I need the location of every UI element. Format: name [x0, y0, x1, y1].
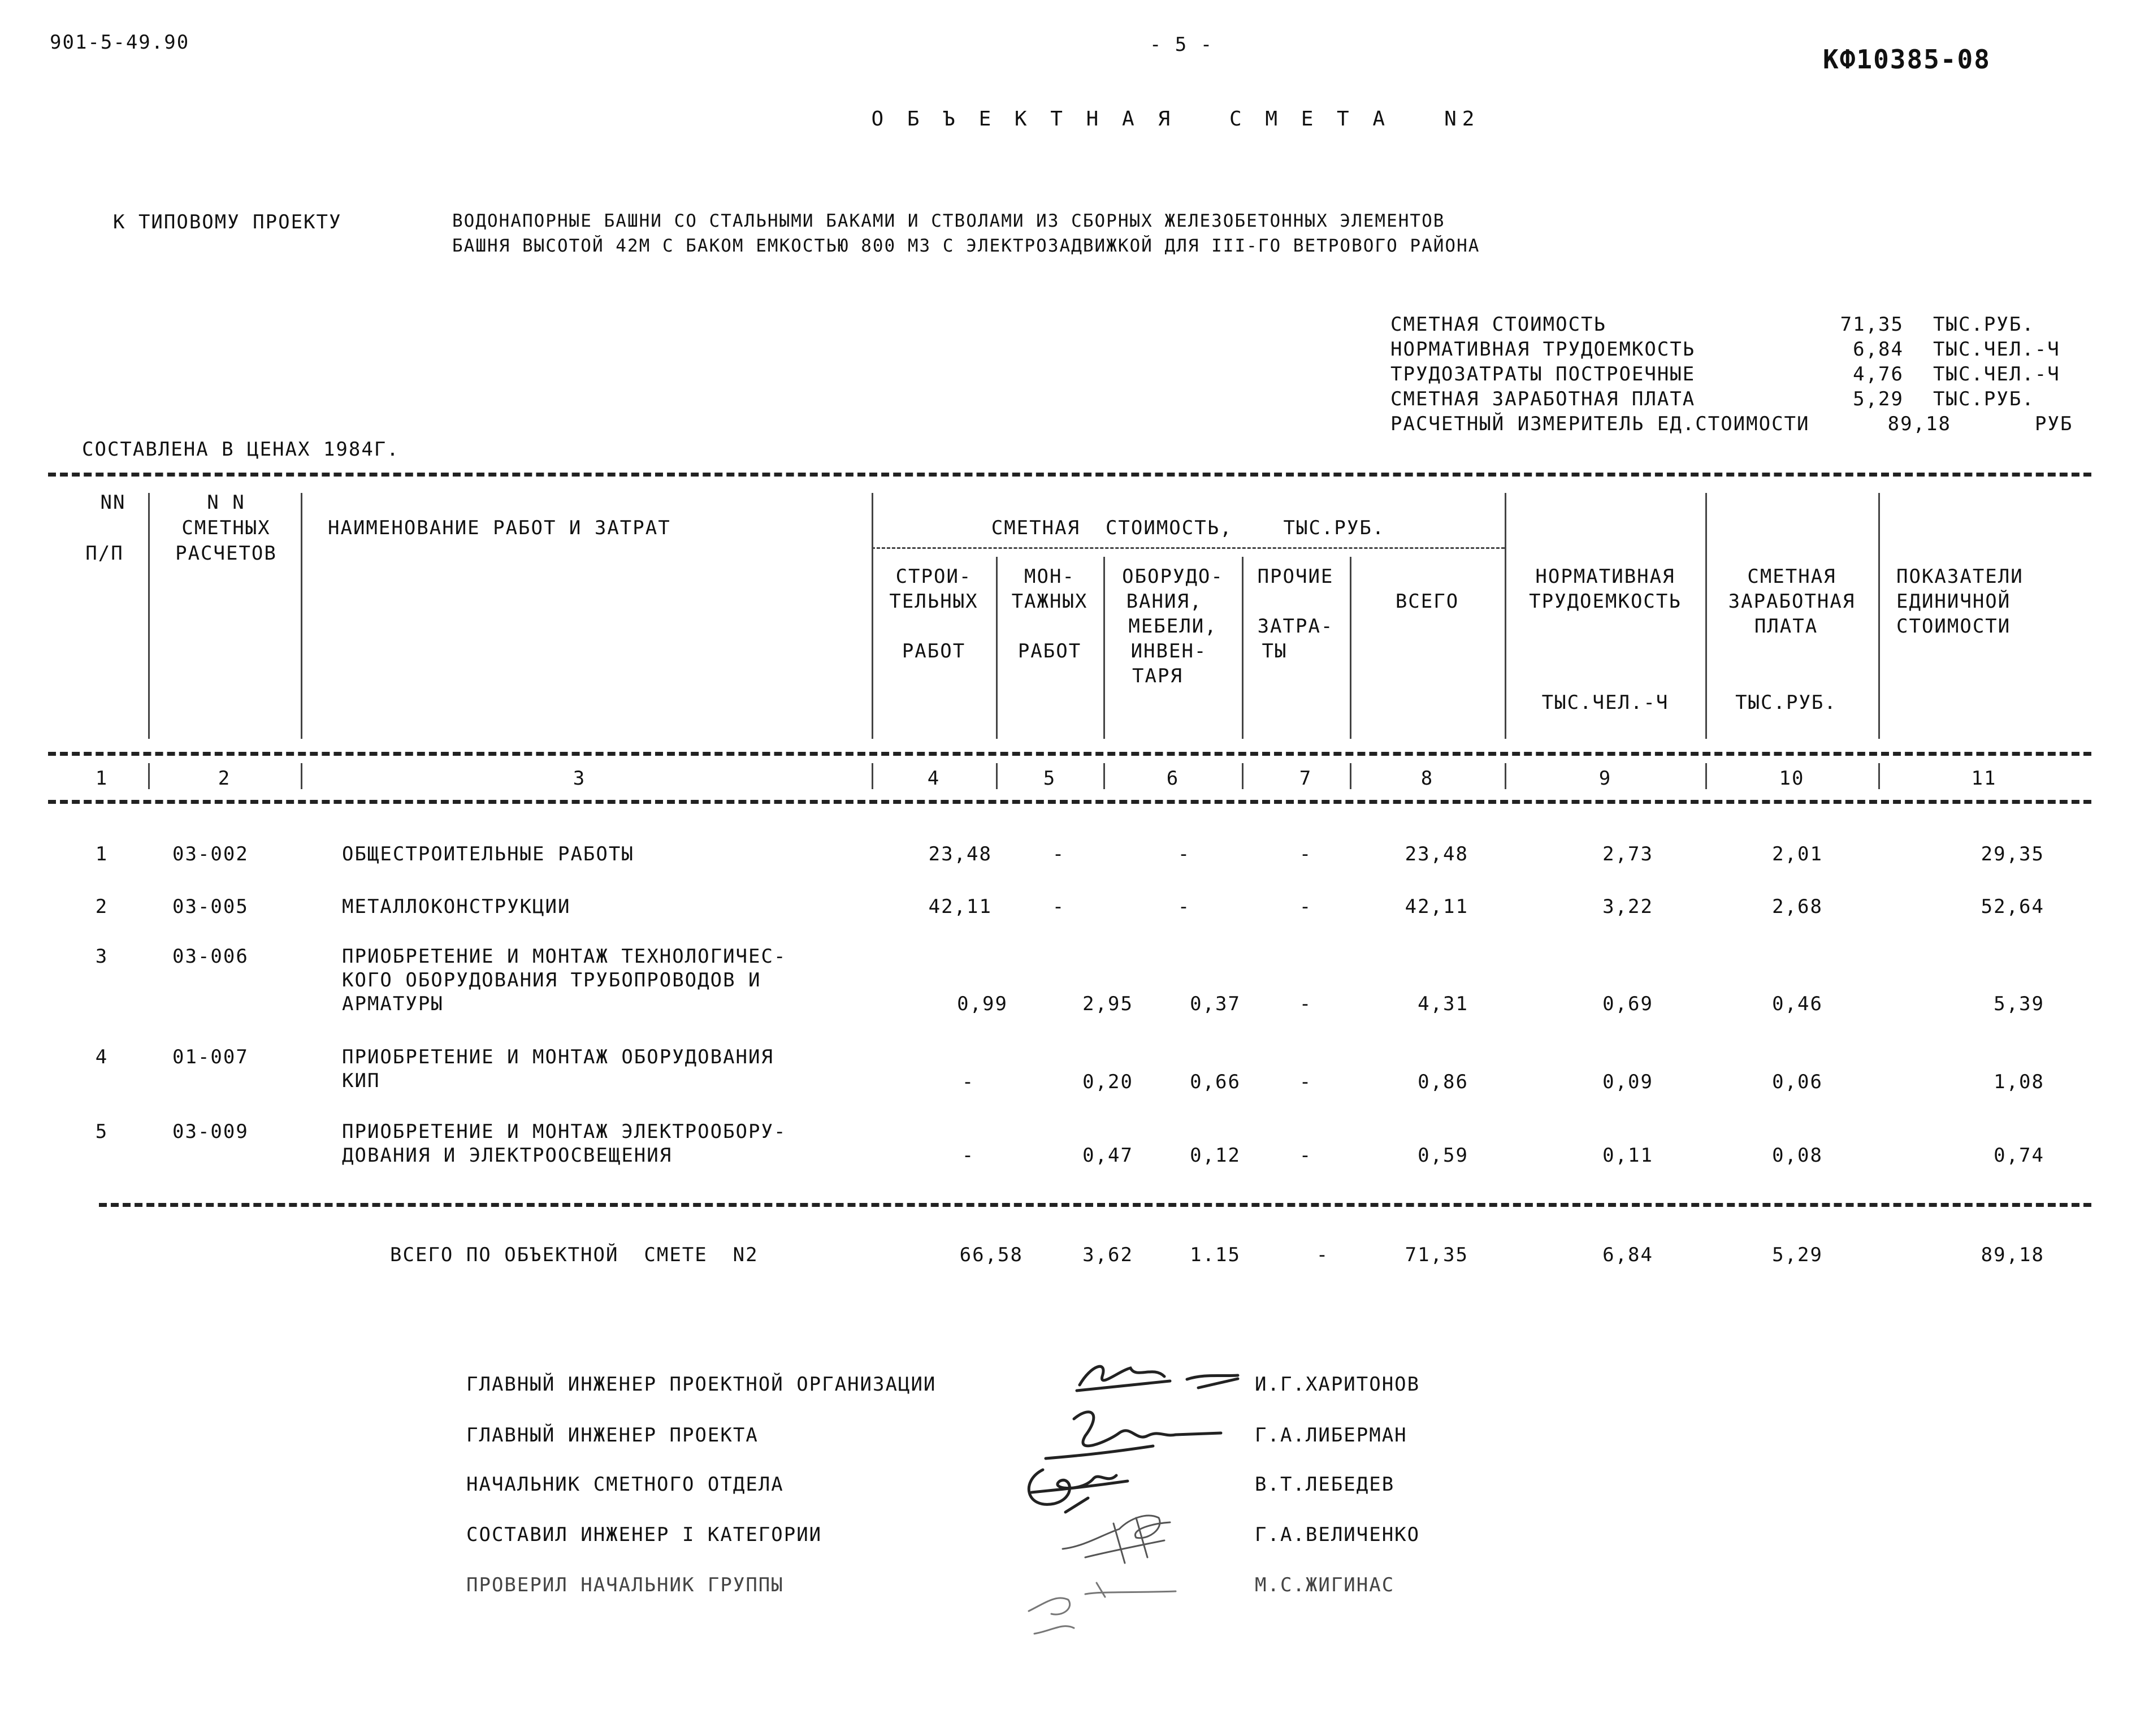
header-col-5: МОН-: [1024, 565, 1075, 588]
row-name: ПРИОБРЕТЕНИЕ И МОНТАЖ ЭЛЕКТРООБОРУ-: [342, 1120, 787, 1143]
column-number-rule: [48, 800, 2091, 804]
doc-code-right: КФ10385-08: [1823, 44, 1991, 75]
cell-col-5: 0,47: [1082, 1144, 1133, 1167]
column-number: 9: [1598, 767, 1612, 790]
col-sep: [872, 763, 873, 789]
cell-col-4: 23,48: [928, 843, 992, 865]
summary-label: СМЕТНАЯ ЗАРАБОТНАЯ ПЛАТА: [1390, 388, 1696, 410]
summary-unit: РУБ: [2035, 413, 2073, 435]
col-sep: [996, 557, 998, 739]
signature-role: ГЛАВНЫЙ ИНЖЕНЕР ПРОЕКТА: [466, 1424, 759, 1447]
total-col-11: 89,18: [1981, 1244, 2044, 1266]
total-col-10: 5,29: [1772, 1244, 1823, 1266]
header-col-6: ВАНИЯ,: [1126, 590, 1203, 613]
header-col-10: СМЕТНАЯ: [1747, 565, 1836, 588]
row-code: 03-006: [172, 945, 249, 968]
cell-col-5: 0,20: [1082, 1071, 1133, 1093]
column-number: 4: [927, 767, 941, 790]
header-col-4: ТЕЛЬНЫХ: [889, 590, 978, 613]
signature-name: Г.А.ЛИБЕРМАН: [1255, 1424, 1407, 1447]
cell-col-11: 29,35: [1981, 843, 2044, 865]
row-code: 03-002: [172, 843, 249, 865]
row-name: МЕТАЛЛОКОНСТРУКЦИИ: [342, 895, 571, 918]
col-sep: [1350, 763, 1351, 789]
header-col-6: ТАРЯ: [1132, 665, 1183, 687]
column-number: 10: [1779, 767, 1805, 790]
summary-unit: ТЫС.ЧЕЛ.-Ч: [1933, 363, 2060, 386]
summary-value: 4,76: [1853, 363, 1904, 386]
col-sep: [148, 493, 150, 739]
header-col-9: НОРМАТИВНАЯ: [1535, 565, 1675, 588]
total-top-rule: [99, 1203, 2091, 1207]
col-sep: [1242, 763, 1244, 789]
header-col-7: ПРОЧИЕ: [1257, 565, 1334, 588]
col-sep: [1103, 557, 1105, 739]
project-label: К ТИПОВОМУ ПРОЕКТУ: [113, 211, 342, 233]
header-col-11: ПОКАЗАТЕЛИ: [1896, 565, 2024, 588]
header-col-2: N N: [207, 491, 245, 514]
total-col-9: 6,84: [1602, 1244, 1653, 1266]
row-name: ОБЩЕСТРОИТЕЛЬНЫЕ РАБОТЫ: [342, 843, 634, 865]
summary-value: 89,18: [1887, 413, 1951, 435]
signature-name: М.С.ЖИГИНАС: [1255, 1574, 1395, 1596]
header-bottom-rule: [48, 752, 2091, 756]
header-col-10: ЗАРАБОТНАЯ: [1728, 590, 1856, 613]
row-name: КОГО ОБОРУДОВАНИЯ ТРУБОПРОВОДОВ И: [342, 969, 761, 992]
signature-role: ПРОВЕРИЛ НАЧАЛЬНИК ГРУППЫ: [466, 1574, 784, 1596]
cell-col-8: 42,11: [1405, 895, 1468, 918]
cell-col-4: -: [961, 1071, 975, 1093]
header-col-6: МЕБЕЛИ,: [1128, 615, 1218, 638]
col-sep: [301, 493, 302, 739]
header-col-1: П/П: [85, 542, 124, 565]
cell-col-6: 0,37: [1190, 993, 1241, 1015]
row-name: АРМАТУРЫ: [342, 993, 444, 1015]
total-col-4: 66,58: [959, 1244, 1023, 1266]
header-col-6: ОБОРУДО-: [1122, 565, 1224, 588]
summary-value: 6,84: [1853, 338, 1904, 361]
row-name: ПРИОБРЕТЕНИЕ И МОНТАЖ ТЕХНОЛОГИЧЕС-: [342, 945, 787, 968]
cell-col-4: 42,11: [928, 895, 992, 918]
summary-label: РАСЧЕТНЫЙ ИЗМЕРИТЕЛЬ ЕД.СТОИМОСТИ: [1390, 413, 1810, 435]
total-col-8: 71,35: [1405, 1244, 1468, 1266]
handwritten-signature-1: [1068, 1354, 1255, 1405]
row-code: 01-007: [172, 1046, 249, 1068]
handwritten-signature-5: [1012, 1560, 1193, 1645]
cell-col-6: -: [1177, 843, 1191, 865]
project-line-1: ВОДОНАПОРНЫЕ БАШНИ СО СТАЛЬНЫМИ БАКАМИ И СТВОЛАМИ ИЗ СБОРНЫХ ЖЕЛЕЗОБЕТОННЫХ ЭЛЕМЕНТОВ: [452, 211, 1445, 231]
cell-col-6: -: [1177, 895, 1191, 918]
row-number: 2: [95, 895, 109, 918]
cell-col-5: 2,95: [1082, 993, 1133, 1015]
cell-col-9: 0,11: [1602, 1144, 1653, 1167]
signature-role: ГЛАВНЫЙ ИНЖЕНЕР ПРОЕКТНОЙ ОРГАНИЗАЦИИ: [466, 1373, 937, 1396]
cell-col-9: 0,09: [1602, 1071, 1653, 1093]
header-col-3: НАИМЕНОВАНИЕ РАБОТ И ЗАТРАТ: [328, 517, 671, 539]
cell-col-7: -: [1299, 1071, 1312, 1093]
table-top-rule: [48, 473, 2091, 477]
summary-label: ТРУДОЗАТРАТЫ ПОСТРОЕЧНЫЕ: [1390, 363, 1696, 386]
summary-label: НОРМАТИВНАЯ ТРУДОЕМКОСТЬ: [1390, 338, 1696, 361]
column-number: 5: [1043, 767, 1056, 790]
column-number: 11: [1971, 767, 1997, 790]
cell-col-8: 0,59: [1418, 1144, 1468, 1167]
cell-col-10: 2,68: [1772, 895, 1823, 918]
row-number: 5: [95, 1120, 109, 1143]
col-sep: [1878, 493, 1880, 739]
summary-value: 71,35: [1840, 313, 1904, 336]
col-sep: [301, 763, 302, 789]
header-col-11: ЕДИНИЧНОЙ: [1896, 590, 2011, 613]
header-col-9: ТЫС.ЧЕЛ.-Ч: [1541, 691, 1669, 714]
signature-name: И.Г.ХАРИТОНОВ: [1255, 1373, 1420, 1396]
cell-col-9: 0,69: [1602, 993, 1653, 1015]
header-col-1: NN: [100, 491, 126, 514]
signature-name: Г.А.ВЕЛИЧЕНКО: [1255, 1523, 1420, 1546]
handwritten-signature-2: [1040, 1402, 1232, 1464]
cell-col-7: -: [1299, 1144, 1312, 1167]
cell-col-7: -: [1299, 843, 1312, 865]
row-name: ДОВАНИЯ И ЭЛЕКТРООСВЕЩЕНИЯ: [342, 1144, 673, 1167]
row-name: КИП: [342, 1070, 380, 1092]
header-col-7: ТЫ: [1262, 640, 1288, 663]
cell-col-9: 3,22: [1602, 895, 1653, 918]
cell-col-11: 5,39: [1994, 993, 2044, 1015]
header-col-5: РАБОТ: [1017, 640, 1082, 663]
cell-col-4: 0,99: [957, 993, 1008, 1015]
col-sep: [1705, 763, 1707, 789]
cell-col-8: 4,31: [1418, 993, 1468, 1015]
cell-col-5: -: [1052, 895, 1065, 918]
cell-col-6: 0,66: [1190, 1071, 1241, 1093]
document-title: О Б Ъ Е К Т Н А Я С М Е Т А N2: [871, 107, 1480, 131]
header-col-10: ТЫС.РУБ.: [1735, 691, 1837, 714]
page-number: - 5 -: [1149, 33, 1214, 56]
cell-col-10: 2,01: [1772, 843, 1823, 865]
header-col-4: РАБОТ: [902, 640, 966, 663]
header-col-4: СТРОИ-: [895, 565, 972, 588]
total-col-5: 3,62: [1082, 1244, 1133, 1266]
col-sep: [1350, 557, 1351, 739]
cell-col-9: 2,73: [1602, 843, 1653, 865]
cell-col-6: 0,12: [1190, 1144, 1241, 1167]
cell-col-10: 0,46: [1772, 993, 1823, 1015]
summary-label: СМЕТНАЯ СТОИМОСТЬ: [1390, 313, 1606, 336]
col-sep: [1505, 763, 1506, 789]
cell-col-8: 23,48: [1405, 843, 1468, 865]
header-col-8: ВСЕГО: [1395, 590, 1459, 613]
col-sep: [872, 493, 873, 739]
col-sep: [1878, 763, 1880, 789]
column-number: 3: [573, 767, 586, 790]
header-col-5: ТАЖНЫХ: [1011, 590, 1088, 613]
column-number: 6: [1166, 767, 1180, 790]
row-code: 03-005: [172, 895, 249, 918]
header-col-11: СТОИМОСТИ: [1896, 615, 2011, 638]
cell-col-8: 0,86: [1418, 1071, 1468, 1093]
header-col-2: РАСЧЕТОВ: [175, 542, 277, 565]
total-label: ВСЕГО ПО ОБЪЕКТНОЙ СМЕТЕ N2: [390, 1244, 759, 1266]
cell-col-5: -: [1052, 843, 1065, 865]
project-line-2: БАШНЯ ВЫСОТОЙ 42М С БАКОМ ЕМКОСТЬЮ 800 М3 С ЭЛЕКТРОЗАДВИЖКОЙ ДЛЯ III-ГО ВЕТРОВОГО РАЙОНА: [452, 236, 1480, 256]
header-col-10: ПЛАТА: [1754, 615, 1818, 638]
row-code: 03-009: [172, 1120, 249, 1143]
row-name: ПРИОБРЕТЕНИЕ И МОНТАЖ ОБОРУДОВАНИЯ: [342, 1046, 774, 1068]
total-col-6: 1.15: [1190, 1244, 1241, 1266]
row-number: 3: [95, 945, 109, 968]
cell-col-10: 0,06: [1772, 1071, 1823, 1093]
signature-role: НАЧАЛЬНИК СМЕТНОГО ОТДЕЛА: [466, 1473, 784, 1496]
column-number: 8: [1420, 767, 1434, 790]
column-number: 2: [218, 767, 231, 790]
col-sep: [996, 763, 998, 789]
header-col-2: СМЕТНЫХ: [181, 517, 271, 539]
header-col-9: ТРУДОЕМКОСТЬ: [1529, 590, 1682, 613]
row-number: 1: [95, 843, 109, 865]
column-number: 1: [95, 767, 109, 790]
col-sep: [1242, 557, 1244, 739]
compiled-note: СОСТАВЛЕНА В ЦЕНАХ 1984Г.: [82, 438, 400, 461]
column-number: 7: [1299, 767, 1312, 790]
summary-unit: ТЫС.РУБ.: [1933, 388, 2035, 410]
cell-col-11: 1,08: [1994, 1071, 2044, 1093]
col-sep: [1705, 493, 1707, 739]
cell-col-11: 52,64: [1981, 895, 2044, 918]
summary-unit: ТЫС.РУБ.: [1933, 313, 2035, 336]
signature-role: СОСТАВИЛ ИНЖЕНЕР I КАТЕГОРИИ: [466, 1523, 822, 1546]
summary-value: 5,29: [1853, 388, 1904, 410]
header-col-7: ЗАТРА-: [1257, 615, 1334, 638]
row-number: 4: [95, 1046, 109, 1068]
cell-col-11: 0,74: [1994, 1144, 2044, 1167]
cell-col-10: 0,08: [1772, 1144, 1823, 1167]
col-sep: [1103, 763, 1105, 789]
cell-col-4: -: [961, 1144, 975, 1167]
header-cost-group: СМЕТНАЯ СТОИМОСТЬ, ТЫС.РУБ.: [991, 517, 1385, 539]
col-sep: [148, 763, 150, 789]
header-col-6: ИНВЕН-: [1130, 640, 1207, 663]
summary-unit: ТЫС.ЧЕЛ.-Ч: [1933, 338, 2060, 361]
cell-col-7: -: [1299, 895, 1312, 918]
signature-name: В.Т.ЛЕБЕДЕВ: [1255, 1473, 1395, 1496]
group-underline: [872, 547, 1505, 549]
total-col-7: -: [1316, 1244, 1329, 1266]
col-sep: [1505, 493, 1506, 739]
cell-col-7: -: [1299, 993, 1312, 1015]
doc-code-left: 901-5-49.90: [50, 31, 190, 54]
